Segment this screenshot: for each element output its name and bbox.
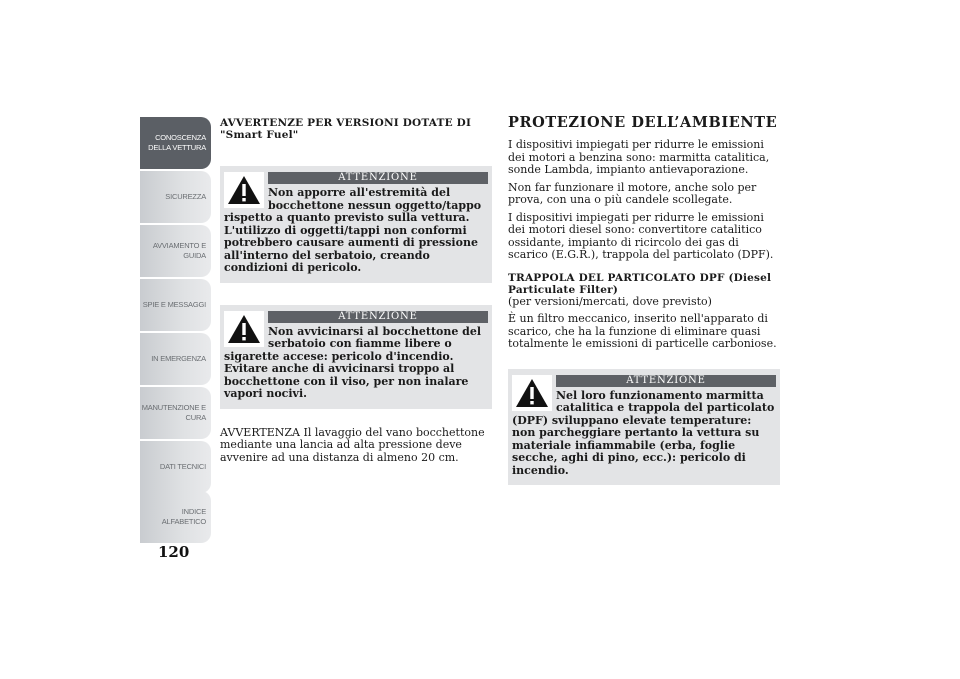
dpf-subtitle: (per versioni/mercati, dove previsto): [508, 294, 712, 308]
warning-triangle-icon: [224, 172, 264, 208]
note-lead: AVVERTENZA: [220, 425, 300, 439]
warning-label: ATTENZIONE: [268, 311, 488, 323]
warning-text-first: Non apporre all'estremità del bocchettone nessun oggetto/tappo: [268, 186, 482, 212]
paragraph-diesel: I dispositivi impiegati per ridurre le emissioni dei motori diesel sono: convertitore catalitico ossidante, impianto di ricircolo dei gas di scarico (E.G.R.), trappola del particolato (DPF).: [508, 210, 774, 261]
warning-label: ATTENZIONE: [556, 375, 776, 387]
lavaggio-note: [220, 427, 492, 465]
tab-avviamento-e-guida[interactable]: AVVIAMENTO E GUIDA: [140, 225, 211, 277]
tab-sicurezza[interactable]: SICUREZZA: [140, 171, 211, 223]
right-column: [508, 115, 780, 485]
left-column: [220, 117, 492, 469]
tab-dati-tecnici[interactable]: DATI TECNICI: [140, 441, 211, 493]
smart-fuel-heading: [220, 117, 492, 141]
warning-triangle-icon: [512, 375, 552, 411]
dpf-description: È un filtro meccanico, inserito nell'apparato di scarico, che ha la funzione di eliminare quasi totalmente le emissioni di particelle carboniose.: [508, 312, 777, 350]
warning-text-rest: sigarette accese: pericolo d'incendio. Evitare anche di avvicinarsi troppo al bocchettone con il viso, per non inalare vapori nocivi.: [224, 349, 469, 400]
warning-box-2: [220, 305, 492, 409]
dpf-heading: TRAPPOLA DEL PARTICOLATO DPF (Diesel Particulate Filter): [508, 271, 772, 296]
warning-text-first: Non avvicinarsi al bocchettone del serbatoio con fiamme libere o: [268, 324, 482, 350]
warning-text-rest: rispetto a quanto previsto sulla vettura. L'utilizzo di oggetti/tappi non conformi potrebbero causare aumenti di pressione all'interno del serbatoio, creando condizioni di pericolo.: [224, 211, 478, 274]
smart-fuel-heading-line1: AVVERTENZE PER VERSIONI DOTATE DI: [220, 117, 472, 129]
tab-spie-e-messaggi[interactable]: SPIE E MESSAGGI: [140, 279, 211, 331]
tab-indice-alfabetico[interactable]: INDICE ALFABETICO: [140, 491, 211, 543]
warning-text-first: Nel loro funzionamento marmitta catalitica e trappola del particolato: [556, 388, 775, 414]
paragraph-benzina: I dispositivi impiegati per ridurre le emissioni dei motori a benzina sono: marmitta catalitica, sonde Lambda, impianto antievaporazione.: [508, 138, 770, 176]
section-title-protezione-ambiente: PROTEZIONE DELL’AMBIENTE: [508, 114, 778, 131]
warning-label: ATTENZIONE: [268, 172, 488, 184]
warning-box-3: [508, 369, 780, 486]
note-text: Il lavaggio del vano bocchettone mediante una lancia ad alta pressione deve avvenire ad una distanza di almeno 20 cm.: [220, 425, 485, 464]
tab-in-emergenza[interactable]: IN EMERGENZA: [140, 333, 211, 385]
warning-triangle-icon: [224, 311, 264, 347]
paragraph-candele: Non far funzionare il motore, anche solo per prova, con una o più candele scollegate.: [508, 180, 757, 206]
tab-manutenzione-e-cura[interactable]: MANUTENZIONE E CURA: [140, 387, 211, 439]
tab-conoscenza-della-vettura[interactable]: CONOSCENZA DELLA VETTURA: [140, 117, 211, 169]
page-number: 120: [158, 543, 190, 561]
warning-box-1: [220, 166, 492, 283]
smart-fuel-heading-line2: "Smart Fuel": [220, 129, 299, 141]
warning-text-rest: (DPF) sviluppano elevate temperature: non parcheggiare pertanto la vettura su materiale infiammabile (erba, foglie secche, aghi di pino, ecc.): pericolo di incendio.: [512, 413, 760, 477]
